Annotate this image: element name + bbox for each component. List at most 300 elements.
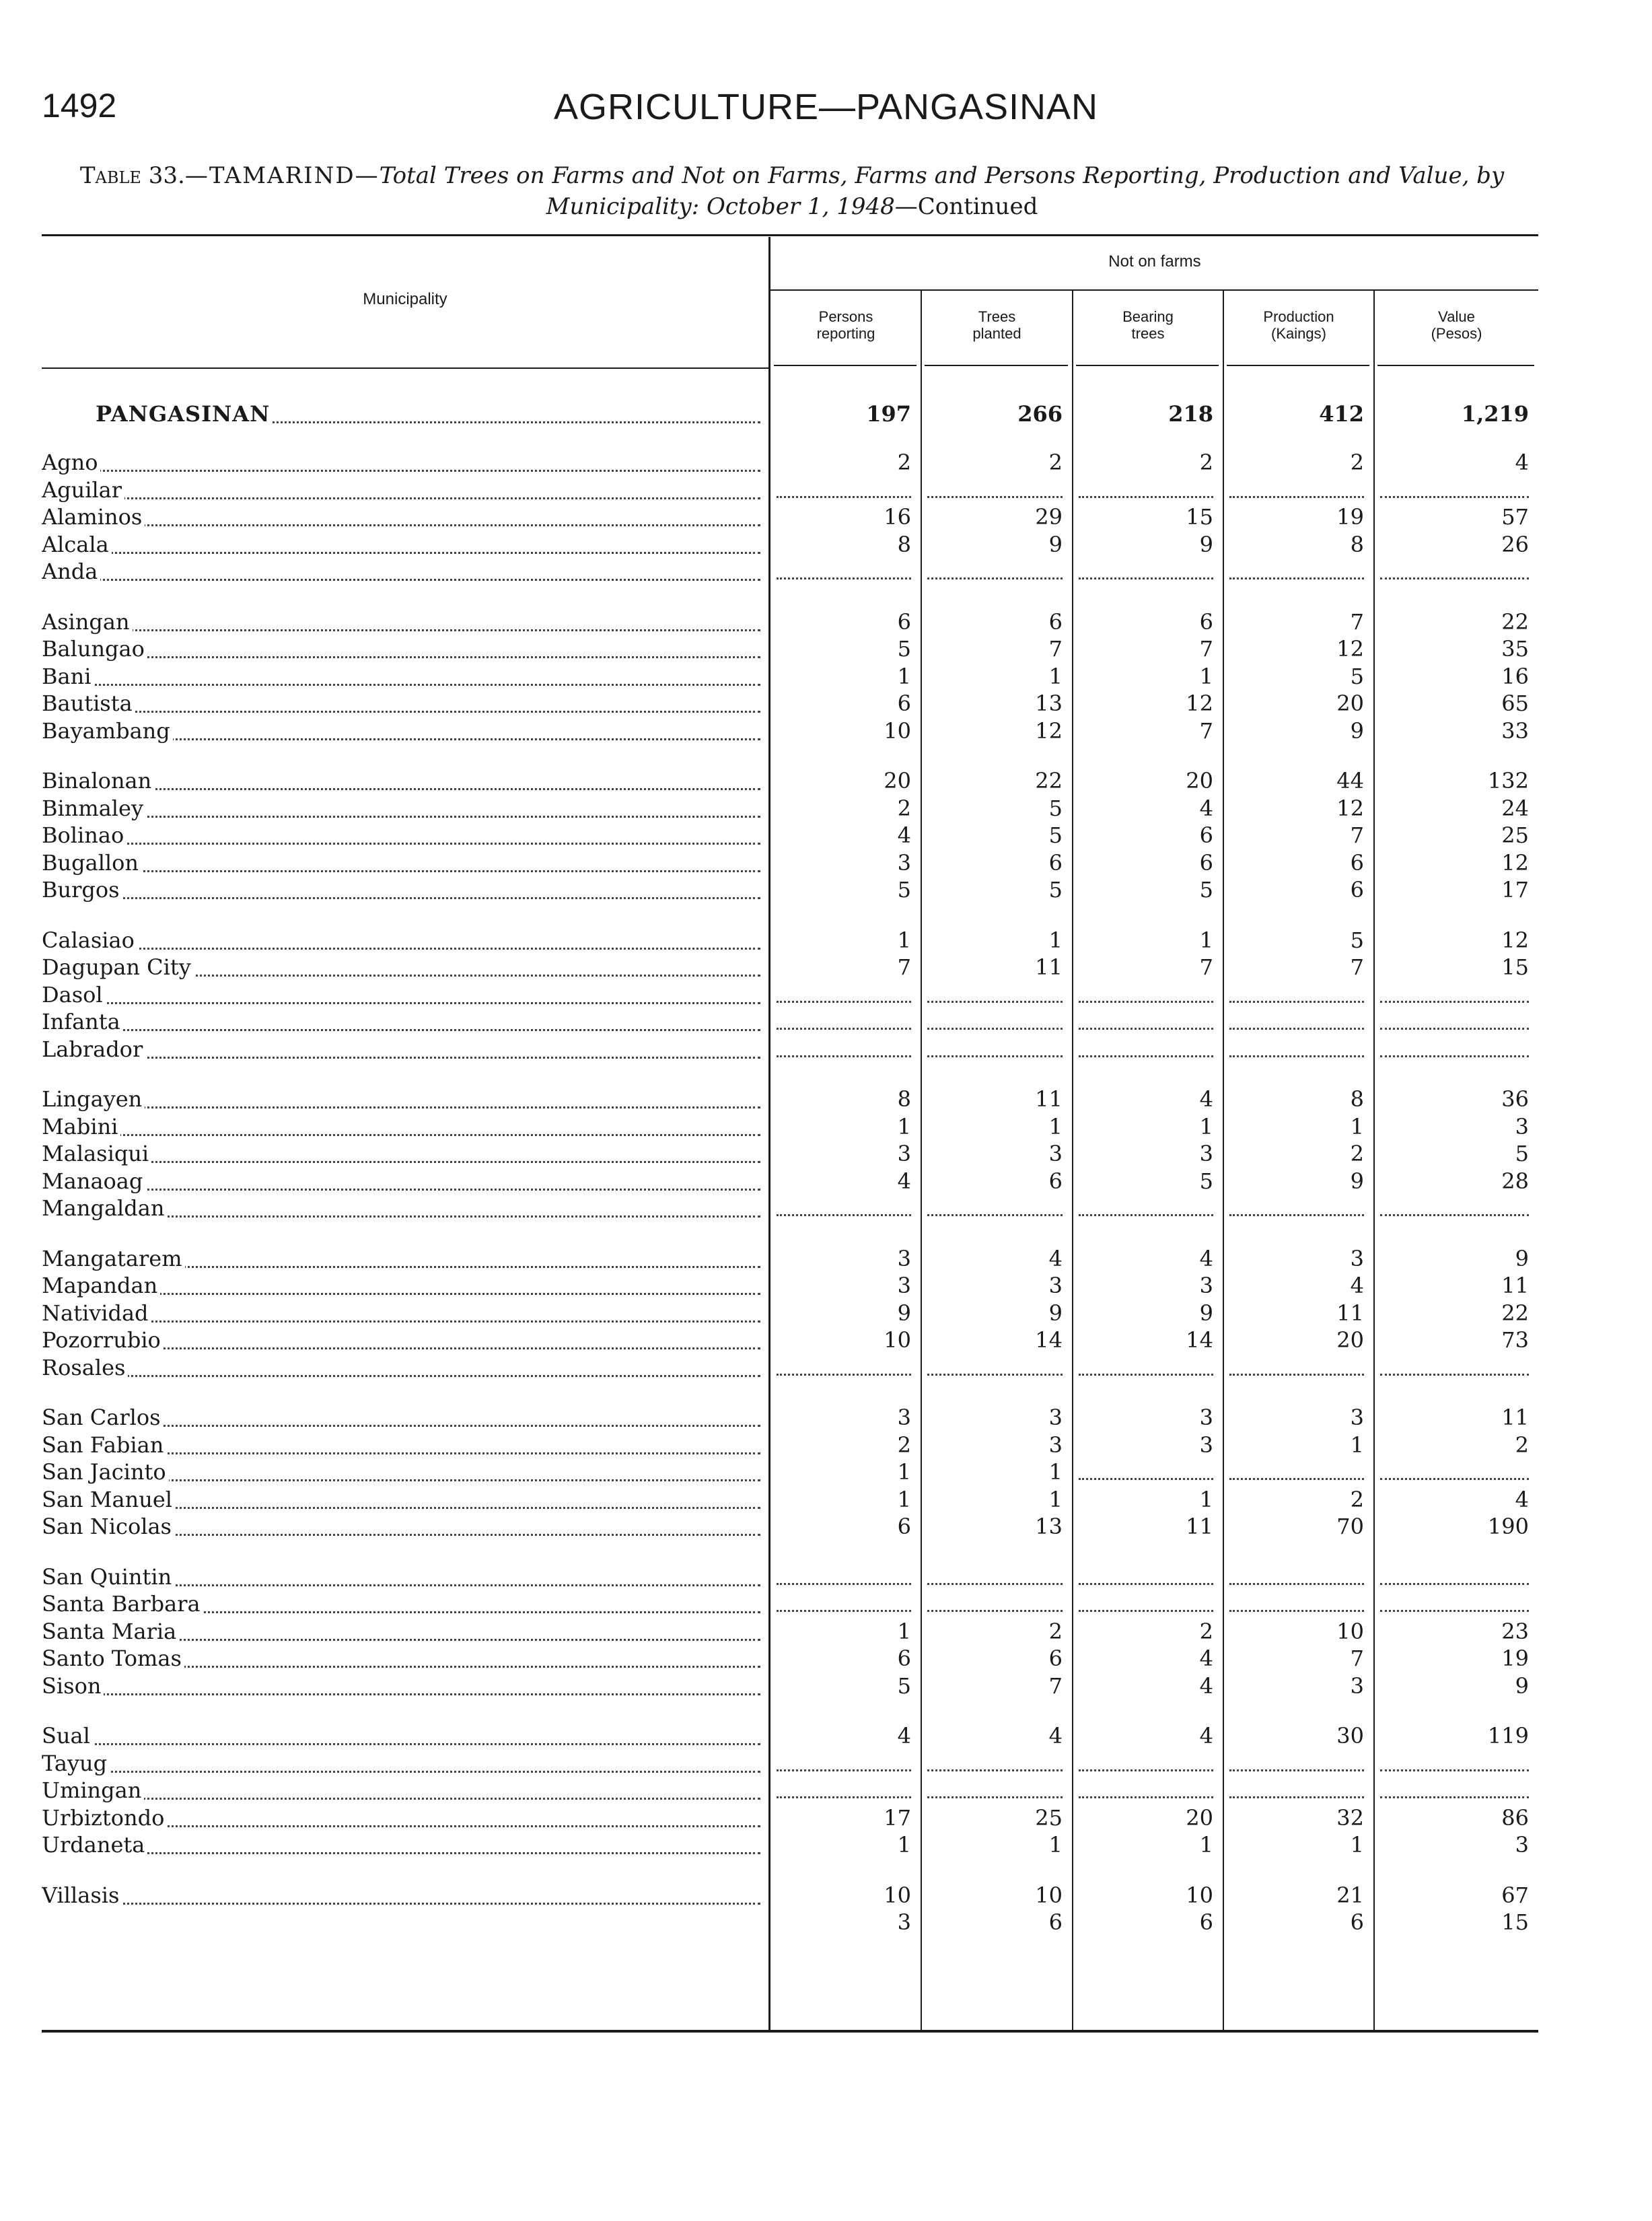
cell-bearing-trees [1079,1459,1213,1480]
cell-persons-reporting [777,1355,911,1376]
leader-dots [42,1771,760,1773]
table-description-line2: Municipality: October 1, 1948 [546,193,895,220]
table-row [42,664,1538,692]
municipality-name [42,1355,760,1383]
cell-production: 20 [1336,691,1364,716]
leader-dots [42,843,760,845]
cell-bearing-trees: 11 [1186,1514,1213,1539]
municipality-name [42,982,760,1010]
municipality-label: Santa Barbara [42,1591,203,1617]
cell-trees-planted [927,1777,1063,1798]
cell-value: 12 [1501,927,1529,953]
cell-value: 22 [1501,1300,1529,1326]
municipality-label: Binalonan [42,768,154,794]
municipality-label: Malasiqui [42,1141,151,1166]
municipality-name [42,1777,760,1806]
cell-production: 10 [1336,1618,1364,1644]
table-row [42,1832,1538,1860]
cell-production: 6 [1350,1909,1364,1935]
table-row [42,1673,1538,1701]
cell-production [1229,559,1364,579]
cell-value: 4 [1515,1486,1529,1512]
cell-value [1380,1355,1529,1376]
cell-bearing-trees: 1 [1199,927,1213,953]
table-row [42,1405,1538,1433]
cell-production: 7 [1350,954,1364,980]
table-row [42,1036,1538,1065]
column-header-line2: (Pesos) [1431,325,1482,342]
municipality-name [42,1273,760,1301]
cell-bearing-trees: 10 [1186,1882,1213,1908]
cell-bearing-trees: 1 [1199,1113,1213,1139]
municipality-name [42,1832,760,1860]
table-row [42,1086,1538,1115]
cell-value: 1,219 [1461,401,1529,427]
cell-value: 9 [1515,1245,1529,1271]
cell-trees-planted [927,1009,1063,1030]
total-row [42,401,1538,429]
cell-production: 1 [1350,1113,1364,1139]
cell-production: 9 [1350,717,1364,744]
municipality-name [42,1751,760,1779]
cell-persons-reporting: 3 [897,849,911,876]
table-row [42,1882,1538,1911]
column-header-bearing-trees [1073,308,1223,342]
municipality-label: Burgos [42,877,122,903]
cell-persons-reporting: 8 [897,1086,911,1112]
cell-trees-planted: 3 [1048,1432,1063,1458]
cell-trees-planted [927,1751,1063,1771]
column-header-line1: Production [1263,308,1334,325]
cell-trees-planted: 11 [1035,954,1063,980]
leader-dots [42,1189,760,1191]
municipality-name [42,1300,760,1329]
cell-value: 190 [1487,1514,1529,1539]
cell-value: 35 [1501,636,1529,662]
municipality-name [42,1168,760,1197]
cell-persons-reporting: 6 [897,608,911,635]
leader-dots [42,1002,760,1004]
cell-persons-reporting: 5 [897,636,911,662]
table-row [42,1591,1538,1619]
leader-dots [42,1375,760,1377]
cell-bearing-trees [1079,1564,1213,1585]
cell-value: 3 [1515,1832,1529,1858]
table-row [42,1805,1538,1833]
cell-bearing-trees: 15 [1186,504,1213,530]
municipality-label: Manaoag [42,1168,145,1194]
table-row [42,1168,1538,1197]
table-row [42,1141,1538,1169]
municipality-label: San Fabian [42,1432,166,1458]
table-row [42,1246,1538,1274]
cell-production: 7 [1350,1646,1364,1671]
cell-production: 6 [1350,877,1364,903]
leader-dots [42,1029,760,1031]
municipality-label: San Jacinto [42,1459,169,1485]
cell-bearing-trees [1079,982,1213,1003]
cell-production [1229,1751,1364,1771]
cell-persons-reporting: 5 [897,1672,911,1699]
column-header-line2: (Kaings) [1271,325,1326,342]
municipality-name [42,954,760,983]
cell-value: 11 [1501,1405,1529,1430]
cell-persons-reporting: 6 [897,1646,911,1671]
column-header-line2: planted [972,325,1021,342]
cell-persons-reporting [777,559,911,579]
cell-value: 26 [1501,531,1529,557]
cell-value [1380,1564,1529,1585]
cell-production [1229,1564,1364,1585]
municipality-name [42,850,760,878]
municipality-name [42,1459,760,1487]
cell-trees-planted: 11 [1035,1086,1063,1112]
municipality-label: Alaminos [42,504,145,530]
cell-value: 15 [1501,1909,1529,1935]
municipality-label: Dagupan City [42,954,194,980]
municipality-name [42,877,760,905]
cell-production [1229,477,1364,498]
municipality-label: Bayambang [42,718,173,744]
cell-bearing-trees [1079,1355,1213,1376]
municipality-label: Sison [42,1673,104,1699]
municipality-name [42,636,760,664]
column-header-line2: trees [1131,325,1165,342]
cell-trees-planted: 3 [1048,1273,1063,1298]
cell-trees-planted: 2 [1048,1618,1063,1644]
cell-production: 20 [1336,1327,1364,1353]
leader-dots [42,870,760,872]
table-row [42,1646,1538,1674]
cell-trees-planted: 1 [1048,1486,1063,1512]
leader-dots [42,1106,760,1108]
table-description-line1: Total Trees on Farms and Not on Farms, Farms and Persons Reporting, Production and Value, by [379,162,1505,189]
table-row [42,796,1538,824]
cell-persons-reporting: 6 [897,691,911,716]
municipality-name [42,1619,760,1647]
cell-value [1380,1036,1529,1057]
cell-production: 11 [1336,1300,1364,1326]
cell-persons-reporting: 20 [884,768,911,794]
municipality-name [42,1564,760,1592]
cell-production: 9 [1350,1168,1364,1194]
cell-persons-reporting: 7 [897,954,911,980]
table-row [42,504,1538,532]
table-row [42,532,1538,560]
cell-trees-planted: 5 [1048,877,1063,903]
cell-value: 67 [1501,1882,1529,1908]
leader-dots [42,1057,760,1059]
municipality-label: Natividad [42,1300,151,1326]
table-row [42,609,1538,637]
cell-bearing-trees: 1 [1199,1486,1213,1512]
cell-value: 33 [1501,717,1529,744]
cell-production: 3 [1350,1672,1364,1699]
municipality-label: Mabini [42,1114,120,1139]
municipality-label: San Quintin [42,1564,174,1590]
cell-persons-reporting: 17 [884,1804,911,1831]
cell-trees-planted [927,1564,1063,1585]
cell-trees-planted [927,1036,1063,1057]
municipality-label: Villasis [42,1882,122,1908]
cell-trees-planted: 13 [1035,691,1063,716]
column-header-line1: Persons [818,308,873,325]
table-row [42,1114,1538,1142]
column-header-rule [1076,365,1219,366]
cell-bearing-trees: 9 [1199,1300,1213,1326]
cell-bearing-trees: 4 [1199,1672,1213,1699]
cell-persons-reporting: 2 [897,1432,911,1458]
cell-trees-planted [927,982,1063,1003]
cell-trees-planted: 12 [1035,717,1063,744]
cell-value: 22 [1501,608,1529,635]
cell-bearing-trees: 6 [1199,822,1213,848]
municipality-label: PANGASINAN [42,401,273,427]
cell-bearing-trees: 4 [1199,1245,1213,1271]
cell-production: 2 [1350,1486,1364,1512]
table-row [42,1619,1538,1647]
cell-trees-planted: 10 [1035,1882,1063,1908]
table-row [42,1327,1538,1355]
cell-persons-reporting: 1 [897,1832,911,1858]
cell-production: 1 [1350,1832,1364,1858]
municipality-label: Bugallon [42,850,141,876]
table-row [42,822,1538,851]
cell-trees-planted: 2 [1048,450,1063,475]
municipality-name [42,718,760,746]
cell-trees-planted: 9 [1048,531,1063,557]
municipality-name [42,1646,760,1674]
cell-value [1380,1591,1529,1612]
cell-value [1380,477,1529,498]
cell-production [1229,1591,1364,1612]
cell-production: 19 [1336,504,1364,530]
cell-trees-planted: 3 [1048,1141,1063,1166]
table-row [42,850,1538,878]
cell-persons-reporting [777,1036,911,1057]
leader-dots [42,684,760,686]
cell-production [1229,1355,1364,1376]
municipality-name [42,1487,760,1515]
leader-dots [42,470,760,472]
leader-dots [42,897,760,899]
cell-value: 73 [1501,1327,1529,1353]
column-header-trees-planted [922,308,1072,342]
municipality-name [42,477,760,505]
municipality-label: Dasol [42,982,106,1008]
leader-dots [42,948,760,950]
municipality-name [42,664,760,692]
municipality-name [42,927,760,956]
data-table [42,234,1538,2038]
cell-persons-reporting: 1 [897,663,911,689]
cell-trees-planted: 5 [1048,822,1063,848]
cell-trees-planted: 6 [1048,1646,1063,1671]
column-header-line1: Trees [978,308,1016,325]
cell-bearing-trees: 3 [1199,1432,1213,1458]
cell-production: 412 [1319,401,1364,427]
column-header-rule [774,365,917,366]
cell-value: 12 [1501,849,1529,876]
stub-header-rule [42,367,768,369]
cell-production: 8 [1350,531,1364,557]
cell-trees-planted: 9 [1048,1300,1063,1326]
cell-production: 6 [1350,849,1364,876]
running-title: AGRICULTURE—PANGASINAN [553,87,1099,127]
cell-persons-reporting [777,1195,911,1216]
cell-value [1380,1459,1529,1480]
cell-trees-planted: 14 [1035,1327,1063,1353]
cell-bearing-trees: 6 [1199,849,1213,876]
municipality-name [42,1514,760,1542]
cell-production: 2 [1350,1141,1364,1166]
cell-persons-reporting: 2 [897,450,911,475]
cell-value: 25 [1501,822,1529,848]
cell-bearing-trees [1079,477,1213,498]
cell-bearing-trees [1079,559,1213,579]
municipality-name [42,768,760,796]
cell-value [1380,1777,1529,1798]
cell-persons-reporting [777,1777,911,1798]
cell-value [1380,1009,1529,1030]
cell-production: 5 [1350,927,1364,953]
municipality-name [42,1591,760,1619]
cell-production: 2 [1350,450,1364,475]
municipality-label: Bolinao [42,822,127,848]
table-row [42,1514,1538,1542]
table-row [42,768,1538,796]
cell-trees-planted: 1 [1048,927,1063,953]
table-row [42,1459,1538,1487]
cell-value [1380,1751,1529,1771]
cell-persons-reporting [777,477,911,498]
municipality-label: Infanta [42,1009,123,1034]
column-header-line2: reporting [816,325,875,342]
cell-value: 4 [1515,450,1529,475]
municipality-name [42,1036,760,1065]
leader-dots [42,1693,760,1695]
cell-bearing-trees [1079,1195,1213,1216]
cell-trees-planted: 1 [1048,1832,1063,1858]
cell-persons-reporting: 10 [884,717,911,744]
cell-trees-planted: 6 [1048,608,1063,635]
cell-trees-planted: 7 [1048,636,1063,662]
cell-persons-reporting: 197 [866,401,911,427]
bottom-rule [42,2030,1538,2033]
cell-bearing-trees: 6 [1199,608,1213,635]
cell-bearing-trees: 4 [1199,795,1213,821]
stub-header: Municipality [363,290,447,308]
column-header-production [1224,308,1373,342]
table-label: Table 33. [79,162,185,189]
cell-bearing-trees [1079,1751,1213,1771]
cell-trees-planted: 7 [1048,1672,1063,1699]
cell-trees-planted: 266 [1017,401,1063,427]
cell-bearing-trees: 20 [1186,1804,1213,1831]
page-number: 1492 [42,87,117,125]
cell-value [1380,559,1529,579]
cell-bearing-trees: 20 [1186,768,1213,794]
cell-value: 65 [1501,691,1529,716]
cell-production: 3 [1350,1405,1364,1430]
cell-trees-planted: 13 [1035,1514,1063,1539]
cell-production: 70 [1336,1514,1364,1539]
leader-dots [42,552,760,554]
cell-value: 9 [1515,1672,1529,1699]
cell-bearing-trees: 2 [1199,1618,1213,1644]
cell-bearing-trees [1079,1036,1213,1057]
cell-bearing-trees: 3 [1199,1141,1213,1166]
municipality-name [42,1114,760,1142]
cell-value: 17 [1501,877,1529,903]
cell-bearing-trees: 9 [1199,531,1213,557]
municipality-name [42,1086,760,1115]
cell-value: 57 [1501,504,1529,530]
cell-persons-reporting [777,1751,911,1771]
leader-dots [42,1743,760,1745]
cell-trees-planted [927,1355,1063,1376]
table-row [42,1777,1538,1806]
cell-persons-reporting: 3 [897,1141,911,1166]
column-header-rule [1227,365,1369,366]
table-row [42,1909,1538,1938]
cell-bearing-trees: 5 [1199,877,1213,903]
municipality-label: Pozorrubio [42,1327,164,1353]
cell-value: 16 [1501,663,1529,689]
municipality-name [42,1327,760,1355]
cell-value: 11 [1501,1273,1529,1298]
cell-persons-reporting: 1 [897,1113,911,1139]
municipality-label: Anda [42,559,100,584]
cell-persons-reporting [777,1591,911,1612]
column-header-rule [1377,365,1534,366]
leader-dots [42,1798,760,1800]
cell-trees-planted: 29 [1035,504,1063,530]
leader-dots [42,524,760,526]
cell-persons-reporting: 3 [897,1245,911,1271]
cell-production: 7 [1350,608,1364,635]
cell-production: 12 [1336,636,1364,662]
cell-persons-reporting [777,1564,911,1585]
leader-dots [42,711,760,713]
cell-production [1229,1195,1364,1216]
municipality-label: San Manuel [42,1487,175,1512]
column-header-line1: Value [1438,308,1475,325]
municipality-name [42,559,760,587]
continued-label: —Continued [894,193,1038,220]
cell-trees-planted: 6 [1048,849,1063,876]
cell-bearing-trees [1079,1591,1213,1612]
table-row [42,1300,1538,1329]
cell-persons-reporting: 1 [897,1486,911,1512]
spanner-header: Not on farms [1108,252,1201,271]
cell-persons-reporting: 9 [897,1300,911,1326]
cell-persons-reporting [777,1009,911,1030]
municipality-name [42,1195,760,1224]
cell-trees-planted: 22 [1035,768,1063,794]
cell-production: 5 [1350,663,1364,689]
table-row [42,691,1538,719]
table-row [42,982,1538,1010]
cell-bearing-trees: 7 [1199,636,1213,662]
municipality-label: Umingan [42,1777,144,1803]
cell-value: 23 [1501,1618,1529,1644]
cell-trees-planted: 25 [1035,1804,1063,1831]
municipality-label: Asingan [42,609,133,635]
municipality-name [42,532,760,560]
municipality-name [42,450,760,478]
municipality-label: San Nicolas [42,1514,174,1539]
